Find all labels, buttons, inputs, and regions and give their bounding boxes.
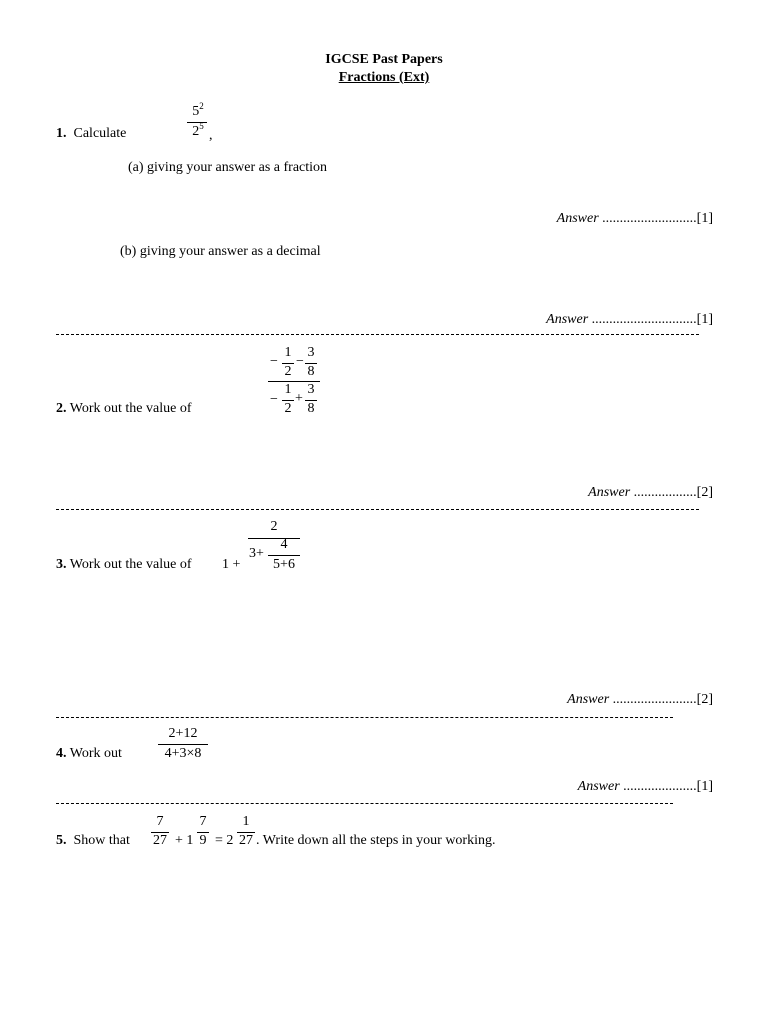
q3-text: Work out the value of (69, 557, 192, 572)
answer-label: Answer (546, 312, 589, 327)
q2-bottom-b-den: 8 (307, 401, 315, 416)
marks: [2] (696, 485, 713, 500)
q2-number: 2. (56, 401, 67, 416)
q1-part-a: (a) giving your answer as a fraction (128, 160, 328, 175)
q4-label (56, 746, 122, 762)
q5-text: Show that (73, 833, 130, 848)
q5-label (56, 833, 130, 849)
q2-top-lead: − (270, 354, 278, 369)
q1-fraction-numerator (186, 101, 210, 120)
q2-top-b-den: 8 (307, 364, 315, 379)
q1-comma: , (209, 128, 213, 143)
q4-numerator: 2+12 (168, 726, 198, 741)
q5-f2-numerator: 7 (199, 814, 207, 829)
answer-dots: ........................ (612, 692, 697, 707)
q3-label (56, 557, 191, 573)
marks: [1] (696, 312, 713, 327)
q5-f1-denominator: 27 (153, 833, 167, 848)
q2-top-b-num: 3 (307, 345, 315, 360)
separator-line (56, 717, 673, 718)
q1-num-exp: 2 (199, 101, 204, 111)
marks: [2] (696, 692, 713, 707)
q5-plus: + 1 (175, 833, 194, 848)
q4-text: Work out (69, 746, 122, 761)
q2-bottom-b-num: 3 (307, 382, 315, 397)
q3-lead: 1 + (222, 557, 241, 572)
q2-answer-line (588, 485, 713, 501)
q1-den-exp: 5 (199, 121, 204, 131)
page-subtitle (0, 70, 768, 86)
q1-number: 1. (56, 126, 67, 141)
q5-f3-numerator: 1 (242, 814, 250, 829)
q1-fraction-bar (187, 122, 207, 123)
q3-number: 3. (56, 557, 67, 572)
q1-den-base: 2 (192, 124, 200, 139)
q5-instruction: . Write down all the steps in your working. (256, 833, 496, 848)
answer-label: Answer (577, 779, 620, 794)
q2-bottom-lead: − (270, 392, 278, 407)
q3-inner-denominator: 5+6 (273, 557, 295, 572)
answer-label: Answer (556, 211, 599, 226)
page-title: IGCSE Past Papers (325, 52, 443, 67)
q2-bottom-a-num: 1 (284, 382, 292, 397)
q2-bottom-op: + (295, 391, 303, 406)
q4-answer-line (578, 779, 713, 795)
q3-inner-numerator: 4 (280, 537, 288, 552)
q1a-answer-line (557, 211, 713, 227)
q5-number: 5. (56, 833, 67, 848)
q3-inner-lead: 3+ (249, 546, 264, 561)
q2-top-a-den: 2 (284, 364, 292, 379)
q3-inner-bar (268, 555, 300, 556)
separator-line (56, 334, 699, 335)
q2-bottom-a-den: 2 (284, 401, 292, 416)
q2-top-a-num: 1 (284, 345, 292, 360)
separator-line (56, 803, 673, 804)
q1-num-base: 5 (192, 104, 200, 119)
q4-denominator: 4+3×8 (164, 746, 202, 761)
q5-equals: = 2 (215, 833, 234, 848)
q4-fraction-bar (158, 744, 208, 745)
q4-number: 4. (56, 746, 67, 761)
answer-dots: .................. (633, 485, 697, 500)
q5-f1-numerator: 7 (156, 814, 164, 829)
q3-answer-line (567, 692, 713, 708)
separator-line (56, 509, 699, 510)
q1-text: Calculate (73, 126, 127, 141)
q1-part-b: (b) giving your answer as a decimal (120, 244, 321, 259)
q2-top-op: − (296, 354, 304, 369)
q5-f2-denominator: 9 (199, 833, 207, 848)
answer-label: Answer (588, 485, 631, 500)
q1b-answer-line (546, 312, 713, 328)
q2-text: Work out the value of (69, 401, 192, 416)
q3-outer-numerator: 2 (270, 519, 278, 534)
answer-dots: .............................. (591, 312, 697, 327)
q2-label (56, 401, 191, 417)
answer-dots: ........................... (602, 211, 697, 226)
marks: [1] (696, 211, 713, 226)
subtitle-text: Fractions (Ext) (338, 70, 430, 85)
q5-f3-denominator: 27 (239, 833, 253, 848)
marks: [1] (696, 779, 713, 794)
q1-fraction-denominator (186, 121, 210, 140)
answer-dots: ..................... (623, 779, 697, 794)
answer-label: Answer (567, 692, 610, 707)
q1-label (56, 126, 126, 142)
